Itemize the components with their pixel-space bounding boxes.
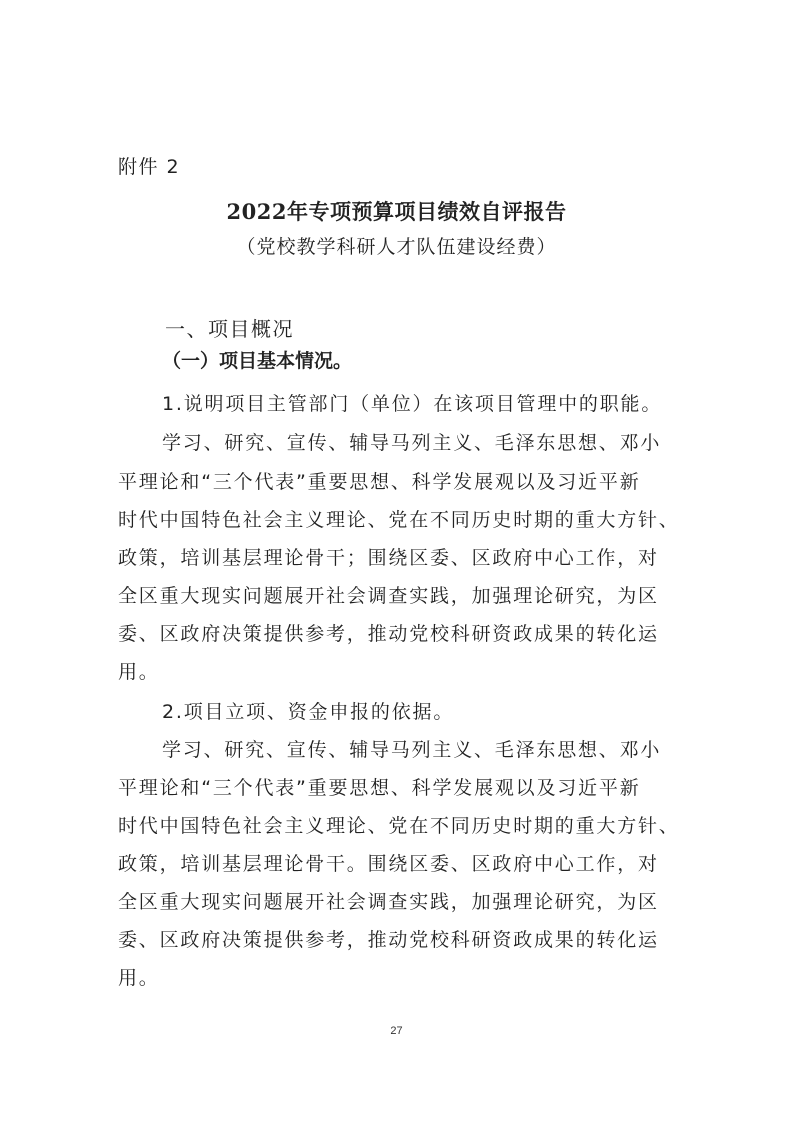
item1-line: 用。 <box>118 661 160 683</box>
subsection-heading: （一）项目基本情况。 <box>162 350 353 372</box>
item1-line: 全区重大现实问题展开社会调查实践，加强理论研究，为区 <box>118 585 659 607</box>
item2-line: 全区重大现实问题展开社会调查实践，加强理论研究，为区 <box>118 891 659 913</box>
item2-heading: 2.项目立项、资金申报的依据。 <box>162 701 455 723</box>
item1-line: 时代中国特色社会主义理论、党在不同历史时期的重大方针、 <box>118 509 680 531</box>
section-heading: 一、项目概况 <box>165 317 294 341</box>
page-number: 27 <box>390 1025 403 1037</box>
report-subtitle: （党校教学科研人才队伍建设经费） <box>236 236 557 258</box>
item2-line: 平理论和“三个代表”重要思想、科学发展观以及习近平新 <box>118 777 641 799</box>
item2-line: 时代中国特色社会主义理论、党在不同历史时期的重大方针、 <box>118 815 680 837</box>
item2-line: 政策，培训基层理论骨干。围绕区委、区政府中心工作，对 <box>118 853 659 875</box>
item1-line: 平理论和“三个代表”重要思想、科学发展观以及习近平新 <box>118 471 641 493</box>
report-title: 2022年专项预算项目绩效自评报告 <box>226 199 567 224</box>
item1-line: 委、区政府决策提供参考，推动党校科研资政成果的转化运 <box>118 623 659 645</box>
item2-line: 用。 <box>118 967 160 989</box>
item1-heading: 1.说明项目主管部门（单位）在该项目管理中的职能。 <box>162 393 663 415</box>
item2-line: 委、区政府决策提供参考，推动党校科研资政成果的转化运 <box>118 929 659 951</box>
item1-line: 政策，培训基层理论骨干；围绕区委、区政府中心工作，对 <box>118 547 659 569</box>
item1-line: 学习、研究、宣传、辅导马列主义、毛泽东思想、邓小 <box>162 432 662 454</box>
attachment-label: 附件 2 <box>118 156 181 178</box>
item2-line: 学习、研究、宣传、辅导马列主义、毛泽东思想、邓小 <box>162 739 662 761</box>
